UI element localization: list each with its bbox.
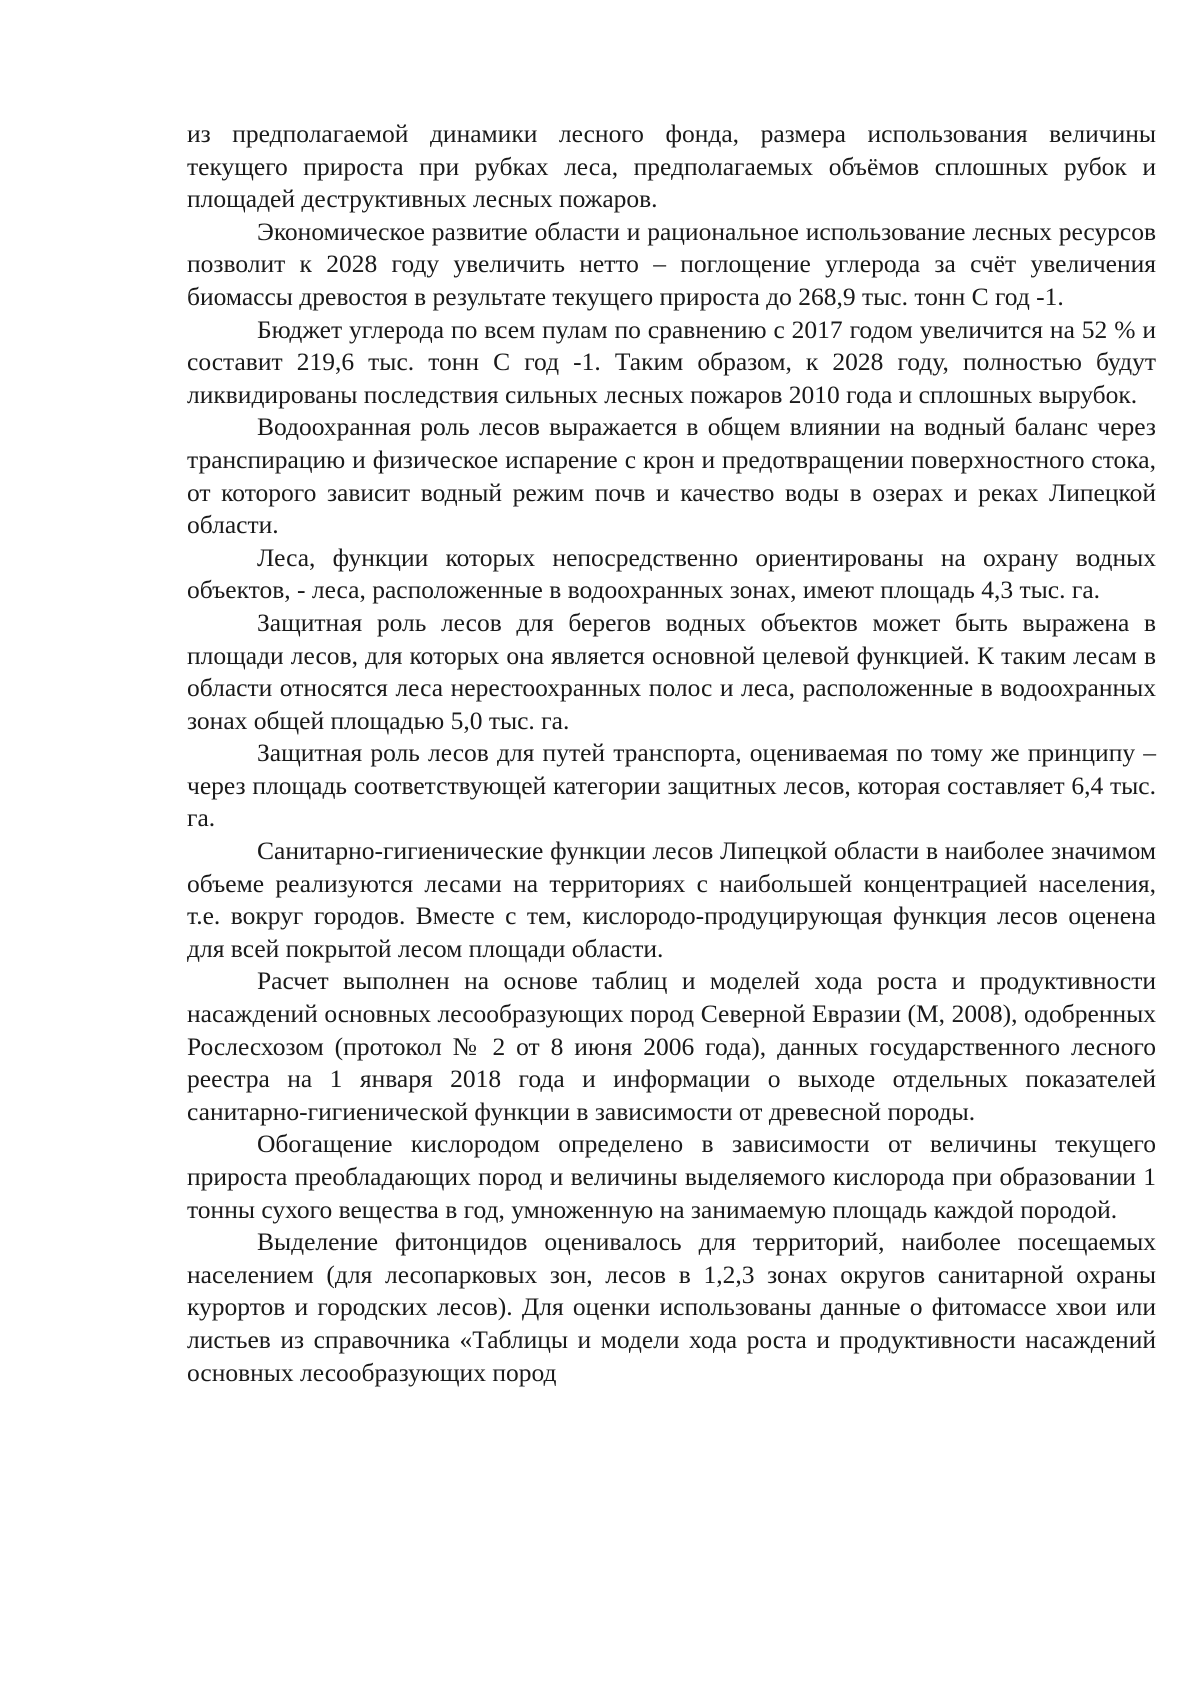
paragraph-shore-protection: Защитная роль лесов для берегов водных объектов может быть выражена в площади лесов, для которых она является основной целевой функцией. К таким лесам в области относятся леса нерестоохранных полос и леса, расположенные в водоохранных зонах общей площадью 5,0 тыс. га. bbox=[187, 607, 1156, 735]
paragraph-calculation-basis: Расчет выполнен на основе таблиц и моделей хода роста и продуктивности насаждений основных лесообразующих пород Северной Евразии (М, 2008), одобренных Рослесхозом (протокол № 2 от 8 июня 2006 года), данных государственного лесного реестра на 1 января 2018 года и информации о выходе отдельных показателей санитарно-гигиенической функции в зависимости от древесной породы. bbox=[187, 966, 1156, 1126]
paragraph-transport-protection: Защитная роль лесов для путей транспорта, оцениваемая по тому же принципу – через площадь соответствующей категории защитных лесов, которая составляет 6,4 тыс. га. bbox=[187, 738, 1156, 833]
paragraph-continuation: из предполагаемой динамики лесного фонда, размера использования величины текущего прироста при рубках леса, предполагаемых объёмов сплошных рубок и площадей деструктивных лесных пожаров. bbox=[187, 119, 1156, 214]
paragraph-carbon-budget: Бюджет углерода по всем пулам по сравнению с 2017 годом увеличится на 52 % и составит 219,6 тыс. тонн С год -1. Таким образом, к 2028 году, полностью будут ликвидированы последствия сильных лесных пожаров 2010 года и сплошных вырубок. bbox=[187, 314, 1156, 409]
paragraph-water-protection-zones: Леса, функции которых непосредственно ориентированы на охрану водных объектов, - леса, расположенные в водоохранных зонах, имеют площадь 4,3 тыс. га. bbox=[187, 542, 1156, 605]
document-body bbox=[187, 118, 1156, 1389]
paragraph-oxygen-enrichment: Обогащение кислородом определено в зависимости от величины текущего прироста преобладающих пород и величины выделяемого кислорода при образовании 1 тонны сухого вещества в год, умноженную на занимаемую площадь каждой породой. bbox=[187, 1129, 1156, 1224]
paragraph-sanitary-functions: Санитарно-гигиенические функции лесов Липецкой области в наиболее значимом объеме реализуются лесами на территориях с наибольшей концентрацией населения, т.е. вокруг городов. Вместе с тем, кислородо-продуцирующая функция лесов оценена для всей покрытой лесом площади области. bbox=[187, 836, 1156, 963]
paragraph-water-protection-role: Водоохранная роль лесов выражается в общем влиянии на водный баланс через транспирацию и физическое испарение с крон и предотвращении поверхностного стока, от которого зависит водный режим почв и качество воды в озерах и реках Липецкой области. bbox=[187, 412, 1156, 540]
paragraph-carbon-absorption: Экономическое развитие области и рациональное использование лесных ресурсов позволит к 2028 году увеличить нетто – поглощение углерода за счёт увеличения биомассы древостоя в результате текущего прироста до 268,9 тыс. тонн С год -1. bbox=[187, 216, 1156, 311]
paragraph-phytoncides: Выделение фитонцидов оценивалось для территорий, наиболее посещаемых населением (для лесопарковых зон, лесов в 1,2,3 зонах округов санитарной охраны курортов и городских лесов). Для оценки использованы данные о фитомассе хвои или листьев из справочника «Таблицы и модели хода роста и продуктивности насаждений основных лесообразующих пород bbox=[187, 1227, 1156, 1387]
